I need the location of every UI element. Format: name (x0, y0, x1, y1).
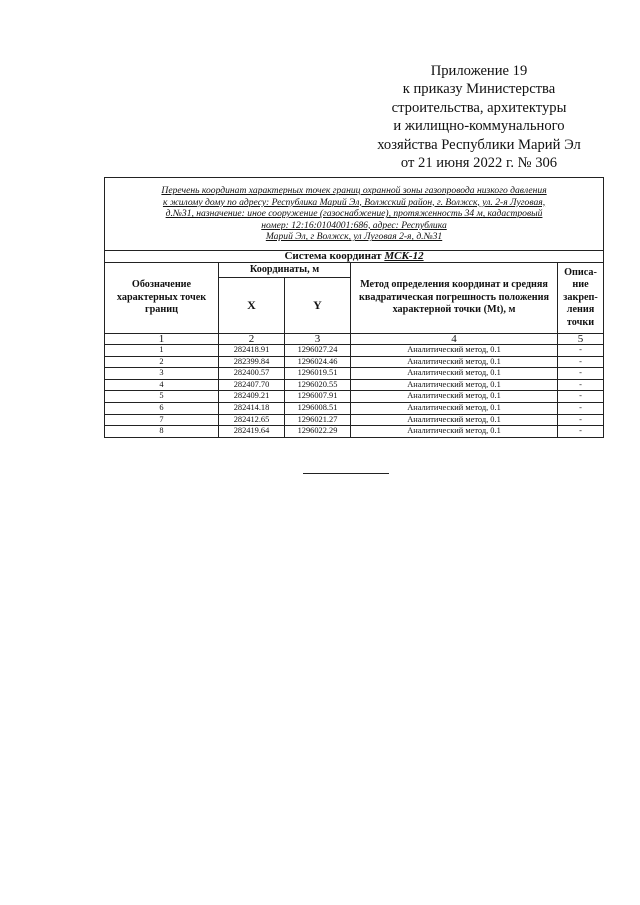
cell-method: Аналитический метод, 0.1 (351, 379, 558, 391)
cell-method: Аналитический метод, 0.1 (351, 345, 558, 357)
cell-method: Аналитический метод, 0.1 (351, 391, 558, 403)
cell-x: 282412.65 (219, 414, 285, 426)
cell-x: 282399.84 (219, 356, 285, 368)
cell-point: 3 (105, 368, 219, 380)
cell-point: 4 (105, 379, 219, 391)
cell-method: Аналитический метод, 0.1 (351, 356, 558, 368)
table-title (105, 178, 604, 251)
cell-description: - (558, 426, 604, 438)
cell-description: - (558, 391, 604, 403)
cell-description: - (558, 345, 604, 357)
cell-point: 6 (105, 402, 219, 414)
column-number: 3 (285, 334, 351, 345)
cell-y: 1296007.91 (285, 391, 351, 403)
appendix-line: к приказу Министерства (402, 81, 556, 98)
header-y: Y (285, 278, 351, 334)
table-row (105, 356, 604, 368)
column-number: 4 (351, 334, 558, 345)
cell-description: - (558, 414, 604, 426)
appendix-line: и жилищно-коммунального (393, 118, 565, 135)
end-divider (303, 473, 389, 474)
cell-point: 5 (105, 391, 219, 403)
appendix-header (350, 62, 608, 172)
header-row (105, 263, 604, 278)
appendix-line: хозяйства Республики Марий Эл (377, 136, 581, 153)
column-number: 1 (105, 334, 219, 345)
header-description: Описа-ние закреп-ления точки (558, 263, 604, 334)
coord-system-label: Система координат (284, 250, 382, 262)
table-title-line: номер: 12:16:0104001:686, адрес: Республика (261, 219, 447, 231)
cell-y: 1296021.27 (285, 414, 351, 426)
header-point: Обозначение характерных точек границ (105, 263, 219, 334)
cell-point: 8 (105, 426, 219, 438)
cell-x: 282407.70 (219, 379, 285, 391)
table-row (105, 391, 604, 403)
cell-description: - (558, 356, 604, 368)
cell-x: 282414.18 (219, 402, 285, 414)
table-title-line: Перечень координат характерных точек границ охранной зоны газопровода низкого давления (161, 185, 547, 197)
appendix-line: строительства, архитектуры (391, 99, 567, 116)
column-number: 2 (219, 334, 285, 345)
appendix-line: от 21 июня 2022 г. № 306 (400, 155, 558, 172)
cell-method: Аналитический метод, 0.1 (351, 426, 558, 438)
cell-y: 1296008.51 (285, 402, 351, 414)
coord-system-row (105, 251, 604, 263)
cell-method: Аналитический метод, 0.1 (351, 414, 558, 426)
coord-system (105, 251, 604, 263)
cell-description: - (558, 368, 604, 380)
cell-y: 1296022.29 (285, 426, 351, 438)
table-row (105, 368, 604, 380)
table-row (105, 345, 604, 357)
cell-x: 282409.21 (219, 391, 285, 403)
cell-y: 1296027.24 (285, 345, 351, 357)
cell-method: Аналитический метод, 0.1 (351, 368, 558, 380)
coord-system-name: МСК-12 (384, 250, 424, 262)
table-row (105, 379, 604, 391)
cell-point: 2 (105, 356, 219, 368)
coordinates-table (104, 177, 604, 438)
cell-x: 282419.64 (219, 426, 285, 438)
column-number: 5 (558, 334, 604, 345)
cell-point: 7 (105, 414, 219, 426)
cell-description: - (558, 379, 604, 391)
cell-y: 1296024.46 (285, 356, 351, 368)
table-row (105, 414, 604, 426)
appendix-line: Приложение 19 (430, 63, 528, 79)
header-coords: Координаты, м (219, 263, 351, 278)
table-title-line: Марий Эл, г Волжск, ул Луговая 2-я, д.№31 (265, 231, 443, 243)
cell-x: 282400.57 (219, 368, 285, 380)
cell-point: 1 (105, 345, 219, 357)
table-title-row (105, 178, 604, 251)
table-title-line: д.№31, назначение: иное сооружение (газоснабжение), протяженность 34 м, кадастровый (165, 208, 543, 220)
cell-x: 282418.91 (219, 345, 285, 357)
cell-method: Аналитический метод, 0.1 (351, 402, 558, 414)
cell-y: 1296020.55 (285, 379, 351, 391)
cell-description: - (558, 402, 604, 414)
column-number-row (105, 334, 604, 345)
table-title-line: к жилому дому по адресу: Республика Марий Эл, Волжский район, г. Волжск, ул. 2-я Луговая, (162, 196, 546, 208)
header-method: Метод определения координат и средняя квадратическая погрешность положения характерной точки (Mt), м (351, 263, 558, 334)
cell-y: 1296019.51 (285, 368, 351, 380)
table-row (105, 402, 604, 414)
header-x: X (219, 278, 285, 334)
table-row (105, 426, 604, 438)
